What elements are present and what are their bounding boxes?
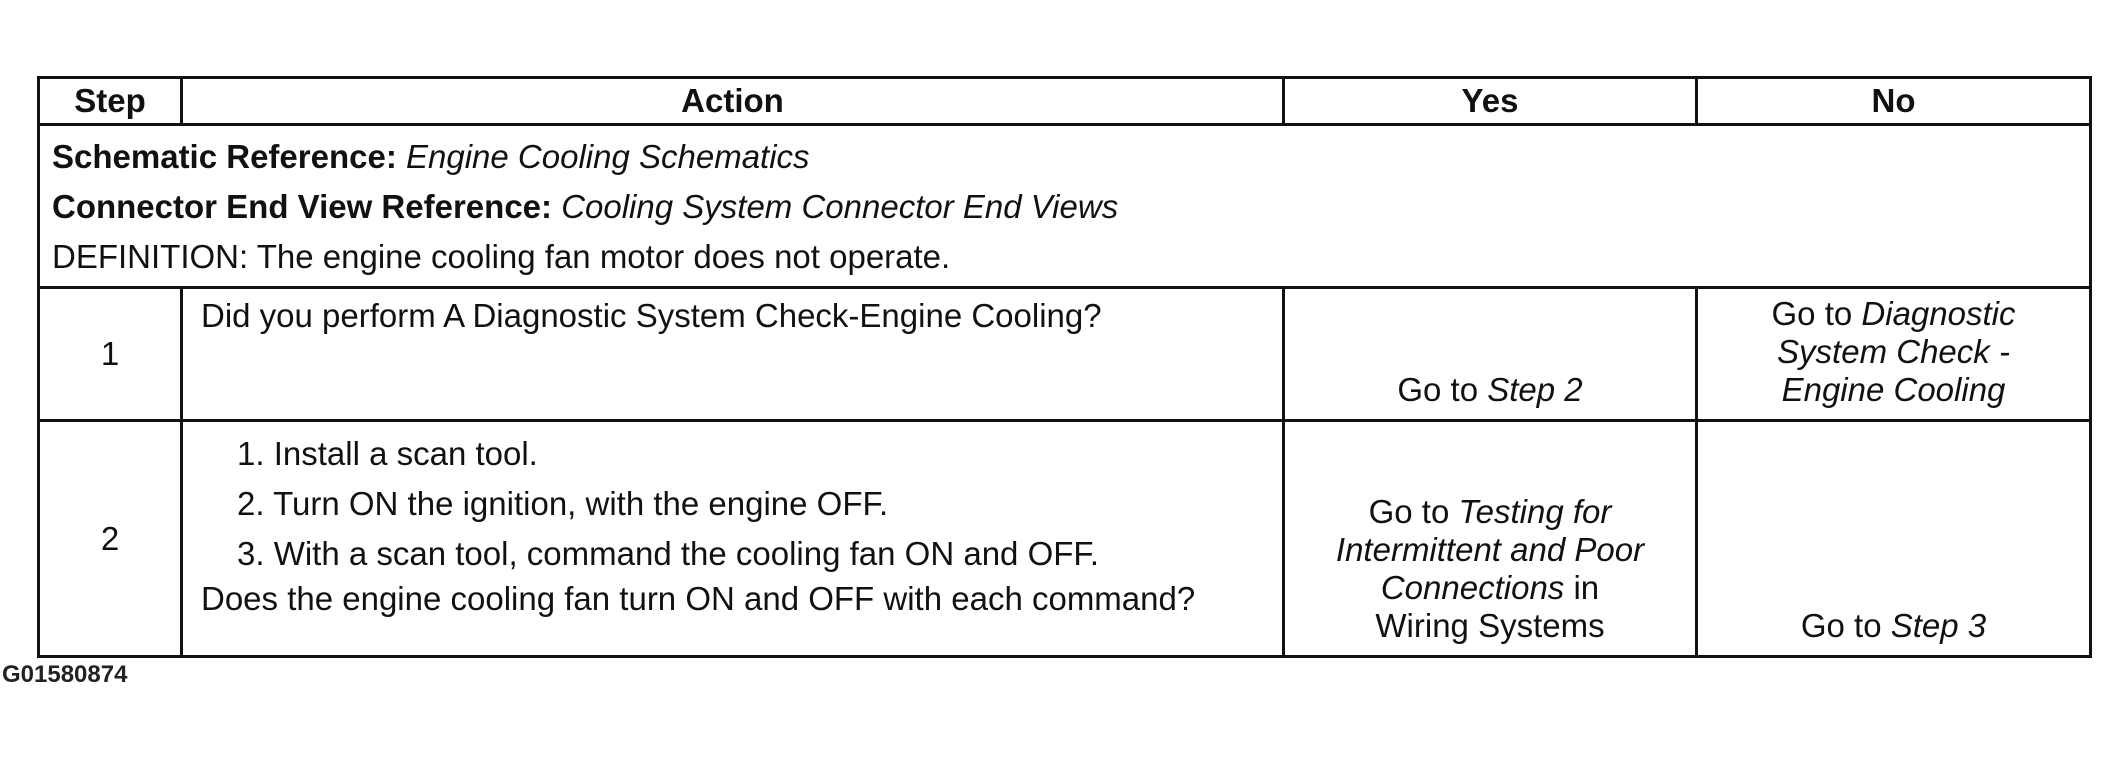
- yes-link[interactable]: Step 2: [1487, 371, 1583, 408]
- reference-cell: [39, 125, 2091, 288]
- no-link[interactable]: Step 3: [1890, 607, 1987, 644]
- connector-reference: [52, 182, 2077, 232]
- step-number: 2: [39, 421, 182, 657]
- connector-reference-link[interactable]: Cooling System Connector End Views: [561, 188, 1119, 225]
- sub-step-item: 3. With a scan tool, command the cooling fan ON and OFF.: [237, 535, 1100, 572]
- yes-link-part-3[interactable]: Connections: [1380, 569, 1565, 606]
- action-cell: [182, 288, 1284, 421]
- yes-cell: [1284, 288, 1697, 421]
- diagnostic-table: [37, 76, 2092, 658]
- connector-reference-label: Connector End View Reference:: [52, 188, 553, 225]
- yes-prefix: Go to: [1397, 371, 1479, 408]
- no-link-part-2[interactable]: System Check -: [1777, 333, 2010, 370]
- no-cell: [1697, 421, 2091, 657]
- yes-cell: [1284, 421, 1697, 657]
- no-link-part-1[interactable]: Diagnostic: [1861, 295, 2016, 332]
- no-cell: [1697, 288, 2091, 421]
- header-row: [39, 78, 2091, 125]
- schematic-reference-label: Schematic Reference:: [52, 138, 397, 175]
- yes-prefix: Go to: [1368, 493, 1450, 530]
- schematic-reference: [52, 132, 2077, 182]
- yes-line-4: Wiring Systems: [1375, 607, 1605, 644]
- yes-link-part-2[interactable]: Intermittent and Poor: [1335, 531, 1645, 568]
- header-no: No: [1697, 78, 2091, 125]
- no-prefix: Go to: [1771, 295, 1853, 332]
- action-question: Does the engine cooling fan turn ON and OFF with each command?: [201, 580, 1196, 617]
- header-step: Step: [39, 78, 182, 125]
- sub-step-item: 1. Install a scan tool.: [237, 435, 538, 472]
- yes-link-part-1[interactable]: Testing for: [1458, 493, 1612, 530]
- yes-suffix: in: [1573, 569, 1600, 606]
- definition-text: DEFINITION: The engine cooling fan motor does not operate.: [52, 238, 951, 275]
- no-link-part-3[interactable]: Engine Cooling: [1781, 371, 2006, 408]
- action-question: Did you perform A Diagnostic System Check-Engine Cooling?: [201, 297, 1102, 334]
- figure-id: G01580874: [2, 661, 128, 688]
- no-prefix: Go to: [1800, 607, 1882, 644]
- table-row-step-2: [39, 421, 2091, 657]
- schematic-reference-link[interactable]: Engine Cooling Schematics: [406, 138, 810, 175]
- action-cell: [182, 421, 1284, 657]
- sub-step-item: 2. Turn ON the ignition, with the engine OFF.: [237, 485, 889, 522]
- table-row-step-1: [39, 288, 2091, 421]
- step-number: 1: [39, 288, 182, 421]
- reference-row: [39, 125, 2091, 288]
- header-yes: Yes: [1284, 78, 1697, 125]
- header-action: Action: [182, 78, 1284, 125]
